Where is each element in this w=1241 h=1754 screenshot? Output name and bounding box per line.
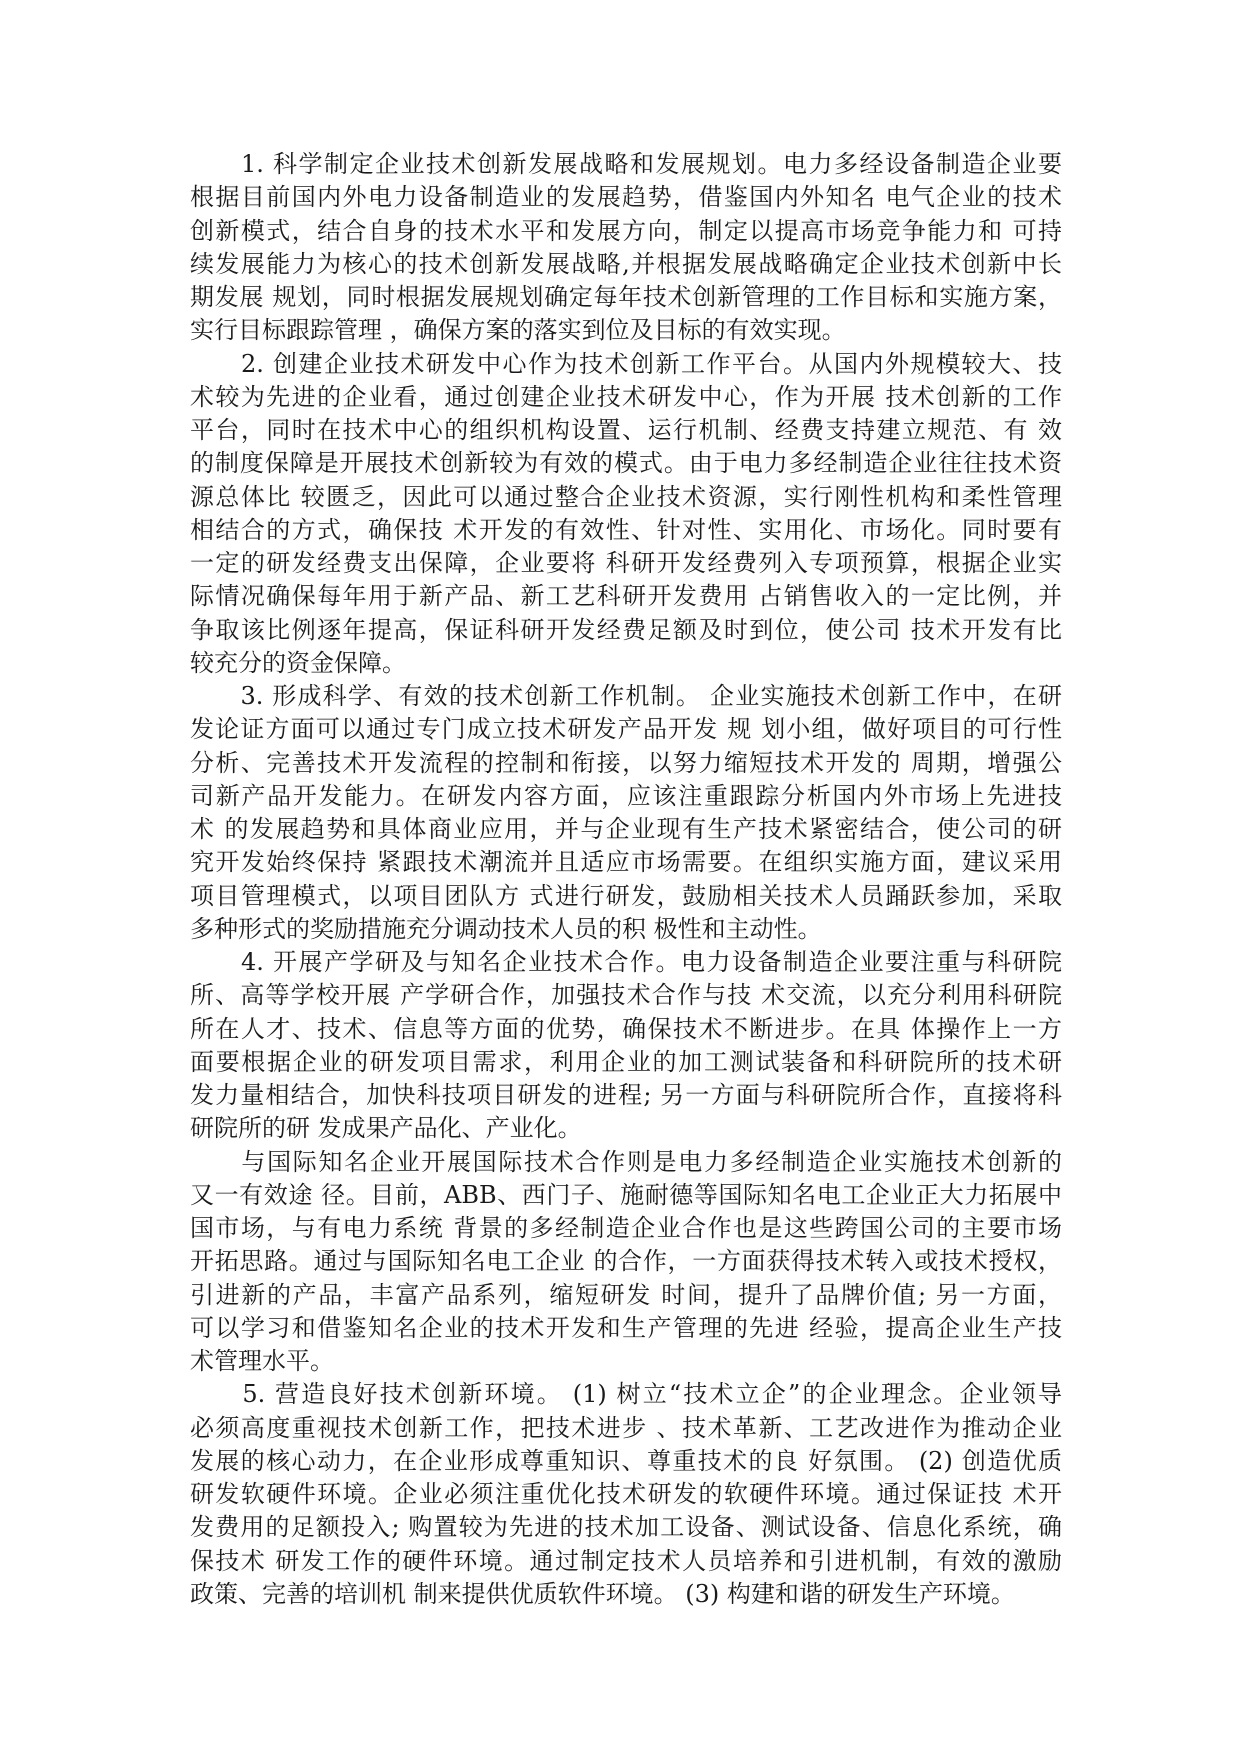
text-line: 创新模式，结合自身的技术水平和发展方向，制定以提高市场竞争能力和 可持 bbox=[190, 216, 1062, 245]
text-line: 发力量相结合，加快科技项目研发的进程; 另一方面与科研院所合作，直接将科 bbox=[190, 1081, 1062, 1109]
text-line: 研发软硬件环境。企业必须注重优化技术研发的软硬件环境。通过保证技 术开 bbox=[190, 1480, 1062, 1508]
text-line: 际情况确保每年用于新产品、新工艺科研开发费用 占销售收入的一定比例，并 bbox=[190, 582, 1062, 611]
text-line: 5. 营造良好技术创新环境。 (1) 树立“技术立企”的企业理念。企业领导 bbox=[190, 1380, 1062, 1409]
text-line: 究开发始终保持 紧跟技术潮流并且适应市场需要。在组织实施方面，建议采用 bbox=[190, 848, 1062, 877]
text-line: 实行目标跟踪管理 ，确保方案的落实到位及目标的有效实现。 bbox=[190, 316, 846, 345]
paragraph-3 bbox=[190, 680, 1062, 946]
text-line: 4. 开展产学研及与知名企业技术合作。电力设备制造企业要注重与科研院 bbox=[190, 948, 1062, 976]
text-line: 1. 科学制定企业技术创新发展战略和发展规划。电力多经设备制造企业要 bbox=[190, 150, 1062, 178]
text-line: 开拓思路。通过与国际知名电工企业 的合作，一方面获得技术转入或技术授权， bbox=[190, 1247, 1062, 1276]
text-line: 相结合的方式，确保技 术开发的有效性、针对性、实用化、市场化。同时要有 bbox=[190, 515, 1062, 544]
text-line: 期发展 规划，同时根据发展规划确定每年技术创新管理的工作目标和实施方案， bbox=[190, 283, 1062, 311]
text-line: 多种形式的奖励措施充分调动技术人员的积 极性和主动性。 bbox=[190, 914, 822, 943]
text-line: 续发展能力为核心的技术创新发展战略,并根据发展战略确定企业技术创新中长 bbox=[190, 249, 1062, 278]
paragraph-2 bbox=[190, 348, 1062, 681]
text-line: 必须高度重视技术创新工作，把技术进步 、技术革新、工艺改进作为推动企业 bbox=[190, 1413, 1062, 1442]
paragraph-1 bbox=[190, 148, 1062, 348]
text-line: 一定的研发经费支出保障，企业要将 科研开发经费列入专项预算，根据企业实 bbox=[190, 549, 1062, 577]
text-line: 2. 创建企业技术研发中心作为技术创新工作平台。从国内外规模较大、技 bbox=[190, 349, 1062, 378]
text-line: 源总体比 较匮乏，因此可以通过整合企业技术资源，实行刚性机构和柔性管理 bbox=[190, 482, 1062, 511]
text-line: 政策、完善的培训机 制来提供优质软件环境。 (3) 构建和谐的研发生产环境。 bbox=[190, 1579, 1015, 1608]
text-line: 保技术 研发工作的硬件环境。通过制定技术人员培养和引进机制，有效的激励 bbox=[190, 1546, 1062, 1575]
text-line: 所、高等学校开展 产学研合作，加强技术合作与技 术交流，以充分利用科研院 bbox=[190, 981, 1062, 1010]
text-line: 较充分的资金保障。 bbox=[190, 648, 406, 677]
text-line: 术较为先进的企业看，通过创建企业技术研发中心，作为开展 技术创新的工作 bbox=[190, 382, 1062, 411]
paragraph-4 bbox=[190, 946, 1062, 1146]
text-line: 发展的核心动力，在企业形成尊重知识、尊重技术的良 好氛围。 (2) 创造优质 bbox=[190, 1446, 1062, 1475]
text-line: 国市场，与有电力系统 背景的多经制造企业合作也是这些跨国公司的主要市场 bbox=[190, 1214, 1062, 1242]
text-line: 又一有效途 径。目前，ABB、西门子、施耐德等国际知名电工企业正大力拓展中 bbox=[190, 1180, 1062, 1209]
text-line: 分析、完善技术开发流程的控制和衔接，以努力缩短技术开发的 周期，增强公 bbox=[190, 748, 1062, 777]
text-line: 术管理水平。 bbox=[190, 1347, 334, 1375]
text-line: 可以学习和借鉴知名企业的技术开发和生产管理的先进 经验，提高企业生产技 bbox=[190, 1313, 1062, 1342]
paragraph-6 bbox=[190, 1378, 1062, 1611]
document-body bbox=[190, 148, 1062, 1611]
text-line: 研院所的研 发成果产品化、产业化。 bbox=[190, 1114, 582, 1143]
text-line: 司新产品开发能力。在研发内容方面，应该注重跟踪分析国内外市场上先进技 bbox=[190, 781, 1062, 810]
text-line: 根据目前国内外电力设备制造业的发展趋势，借鉴国内外知名 电气企业的技术 bbox=[190, 183, 1062, 212]
text-line: 项目管理模式，以项目团队方 式进行研发，鼓励相关技术人员踊跃参加，采取 bbox=[190, 881, 1062, 910]
text-line: 平台，同时在技术中心的组织机构设置、运行机制、经费支持建立规范、有 效 bbox=[190, 416, 1062, 444]
text-line: 所在人才、技术、信息等方面的优势，确保技术不断进步。在具 体操作上一方 bbox=[190, 1014, 1062, 1043]
text-line: 引进新的产品，丰富产品系列，缩短研发 时间，提升了品牌价值; 另一方面， bbox=[190, 1280, 1062, 1309]
text-line: 面要根据企业的研发项目需求，利用企业的加工测试装备和科研院所的技术研 bbox=[190, 1047, 1062, 1076]
text-line: 争取该比例逐年提高，保证科研开发经费足额及时到位，使公司 技术开发有比 bbox=[190, 615, 1062, 644]
paragraph-5 bbox=[190, 1146, 1062, 1379]
text-line: 3. 形成科学、有效的技术创新工作机制。 企业实施技术创新工作中，在研 bbox=[190, 682, 1062, 710]
text-line: 发论证方面可以通过专门成立技术研发产品开发 规 划小组，做好项目的可行性 bbox=[190, 715, 1062, 744]
text-line: 术 的发展趋势和具体商业应用，并与企业现有生产技术紧密结合，使公司的研 bbox=[190, 815, 1062, 843]
text-line: 的制度保障是开展技术创新较为有效的模式。由于电力多经制造企业往往技术资 bbox=[190, 449, 1062, 478]
text-line: 与国际知名企业开展国际技术合作则是电力多经制造企业实施技术创新的 bbox=[190, 1147, 1062, 1176]
text-line: 发费用的足额投入; 购置较为先进的技术加工设备、测试设备、信息化系统，确 bbox=[190, 1513, 1062, 1542]
